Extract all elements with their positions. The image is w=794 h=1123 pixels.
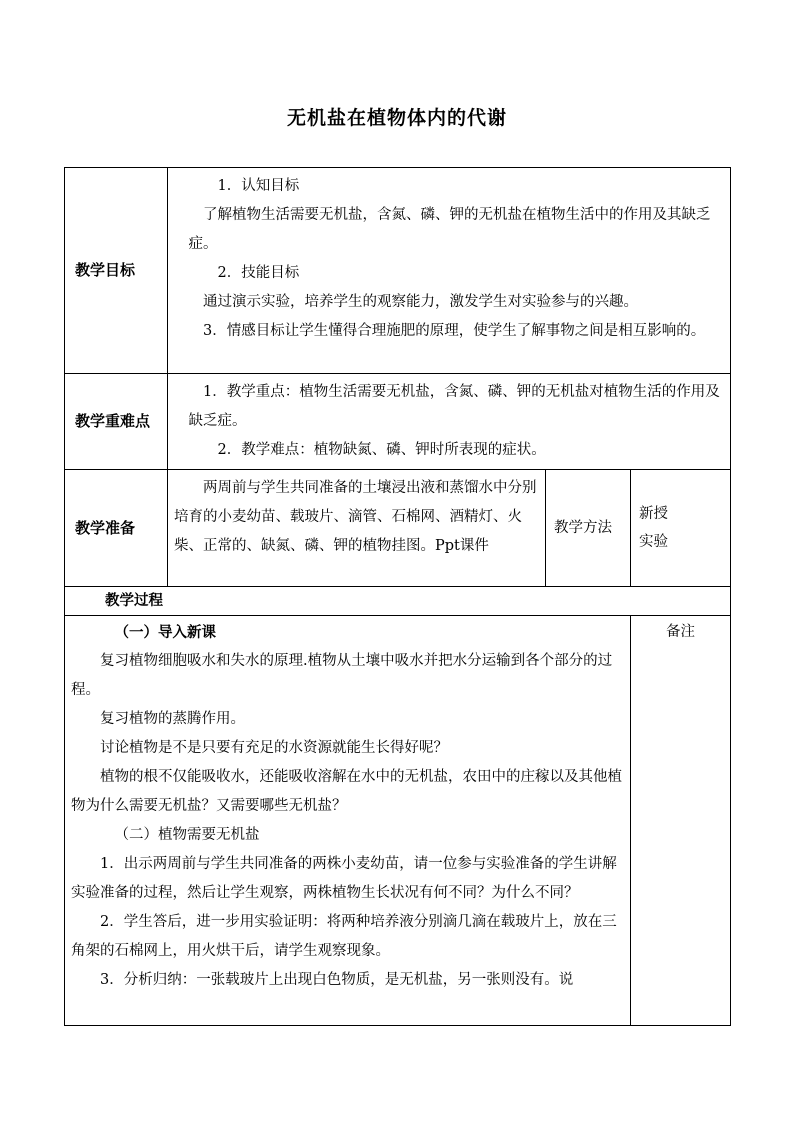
preparation-text: 两周前与学生共同准备的土壤浸出液和蒸馏水中分别培育的小麦幼苗、载玻片、滴管、石棉网、酒精灯、火柴、正常的、缺氮、磷、钾的植物挂图。Ppt课件 bbox=[174, 480, 537, 554]
process-section-heading: （二）植物需要无机盐 bbox=[114, 827, 260, 843]
preparation-content bbox=[168, 470, 546, 587]
objectives-row bbox=[65, 168, 731, 374]
objectives-content bbox=[168, 168, 731, 374]
key-points-content bbox=[168, 374, 731, 470]
process-label: 教学过程 bbox=[65, 587, 731, 616]
key-points-label: 教学重难点 bbox=[65, 374, 168, 470]
preparation-row bbox=[65, 470, 731, 587]
key-points-line: 2．教学难点：植物缺氮、磷、钾时所表现的症状。 bbox=[217, 442, 546, 458]
key-points-line: 1．教学重点：植物生活需要无机盐，含氮、磷、钾的无机盐对植物生活的作用及缺乏症。 bbox=[188, 384, 720, 429]
method-values bbox=[631, 470, 731, 587]
objectives-line: 2．技能目标 bbox=[217, 265, 300, 281]
lesson-plan-table bbox=[64, 167, 731, 1026]
process-paragraph: 讨论植物是不是只要有充足的水资源就能生长得好呢？ bbox=[100, 740, 448, 756]
process-paragraph: 1．出示两周前与学生共同准备的两株小麦幼苗，请一位参与实验准备的学生讲解实验准备的过程，然后让学生观察，两株植物生长状况有何不同？为什么不同？ bbox=[71, 856, 617, 901]
objectives-line: 3．情感目标让学生懂得合理施肥的原理，使学生了解事物之间是相互影响的。 bbox=[203, 323, 706, 339]
key-points-row bbox=[65, 374, 731, 470]
preparation-label: 教学准备 bbox=[65, 470, 168, 587]
objectives-label: 教学目标 bbox=[65, 168, 168, 374]
process-row bbox=[65, 616, 731, 1026]
note-label: 备注 bbox=[631, 616, 731, 1026]
method-value: 新授 bbox=[639, 506, 668, 522]
objectives-line: 了解植物生活需要无机盐，含氮、磷、钾的无机盐在植物生活中的作用及其缺乏症。 bbox=[188, 207, 711, 252]
process-paragraph: 3．分析归纳：一张载玻片上出现白色物质，是无机盐，另一张则没有。说 bbox=[100, 972, 574, 988]
process-header-row bbox=[65, 587, 731, 616]
method-label: 教学方法 bbox=[546, 470, 631, 587]
objectives-line: 1．认知目标 bbox=[217, 178, 300, 194]
process-section-heading: （一）导入新课 bbox=[114, 624, 216, 641]
page-title: 无机盐在植物体内的代谢 bbox=[286, 107, 507, 129]
method-value: 实验 bbox=[639, 534, 668, 550]
process-paragraph: 2．学生答后，进一步用实验证明：将两种培养液分别滴几滴在载玻片上，放在三角架的石棉网上，用火烘干后，请学生观察现象。 bbox=[71, 914, 617, 959]
process-paragraph: 复习植物的蒸腾作用。 bbox=[100, 711, 245, 727]
process-paragraph: 复习植物细胞吸水和失水的原理.植物从土壤中吸水并把水分运输到各个部分的过程。 bbox=[71, 653, 613, 698]
process-content bbox=[65, 616, 631, 1026]
objectives-line: 通过演示实验，培养学生的观察能力，激发学生对实验参与的兴趣。 bbox=[203, 294, 638, 310]
process-paragraph: 植物的根不仅能吸收水，还能吸收溶解在水中的无机盐，农田中的庄稼以及其他植物为什么需要无机盐？又需要哪些无机盐？ bbox=[71, 769, 622, 814]
